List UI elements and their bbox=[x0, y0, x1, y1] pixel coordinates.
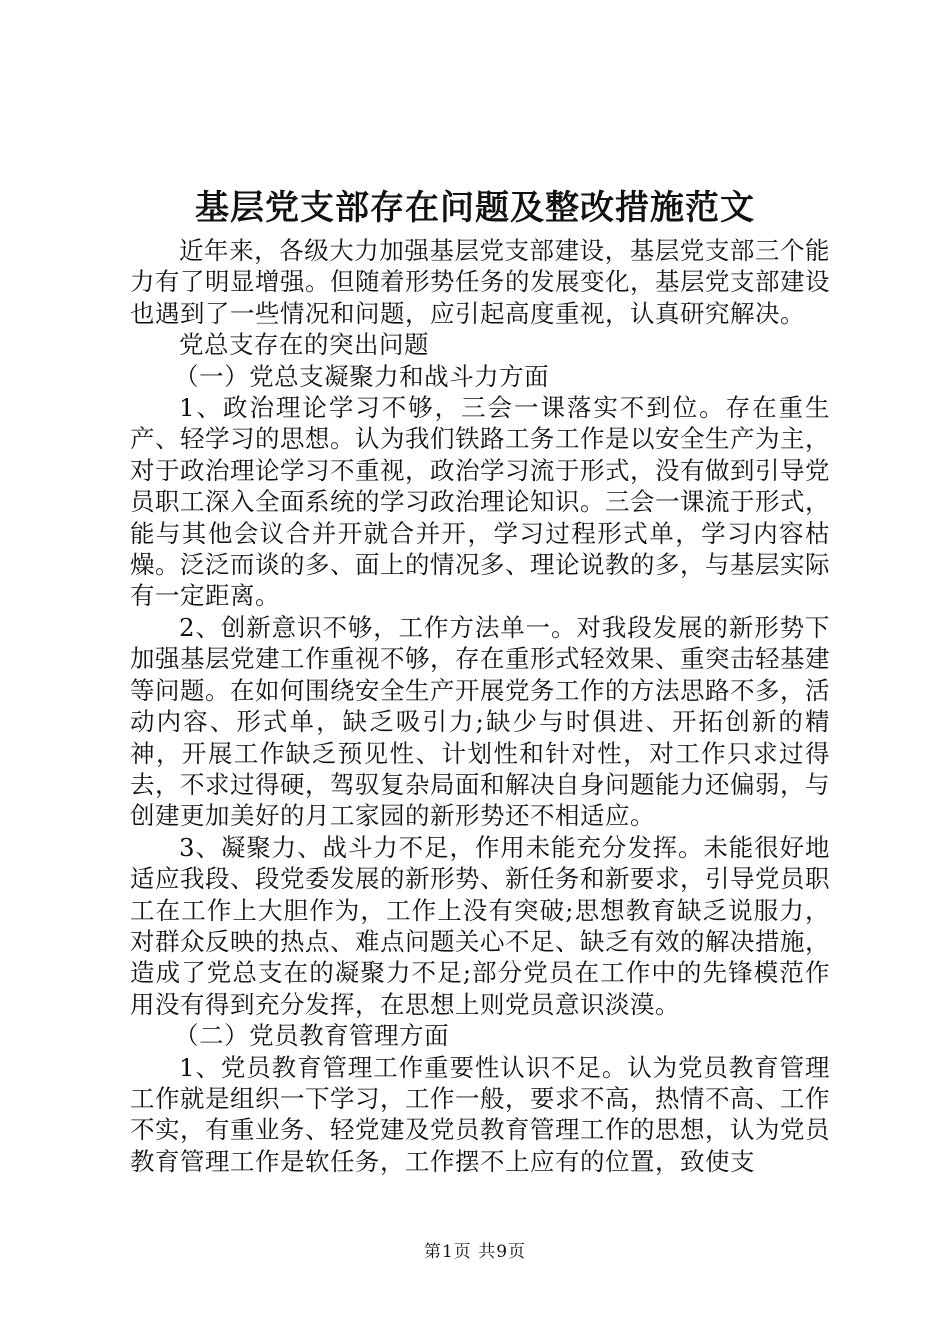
paragraph-item-4: 1、党员教育管理工作重要性认识不足。认为党员教育管理工作就是组织一下学习，工作一般，要求不高，热情不高、工作不实，有重业务、轻党建及党员教育管理工作的思想，认为党员教育管理工作是软任务，工作摆不上应有的位置，致使支 bbox=[130, 1052, 830, 1176]
paragraph-item-3: 3、凝聚力、战斗力不足，作用未能充分发挥。未能很好地适应我段、段党委发展的新形势、新任务和新要求，引导党员职工在工作上大胆作为，工作上没有突破;思想教育缺乏说服力，对群众反映的热点、难点问题关心不足、缺乏有效的解决措施，造成了党总支在的凝聚力不足;部分党员在工作中的先锋模范作用没有得到充分发挥，在思想上则党员意识淡漠。 bbox=[130, 832, 830, 1019]
document-title: 基层党支部存在问题及整改措施范文 bbox=[195, 188, 755, 228]
paragraph-item-1: 1、政治理论学习不够，三会一课落实不到位。存在重生产、轻学习的思想。认为我们铁路工务工作是以安全生产为主，对于政治理论学习不重视，政治学习流于形式，没有做到引导党员职工深入全面系统的学习政治理论知识。三会一课流于形式，能与其他会议合并开就合并开，学习过程形式单，学习内容枯燥。泛泛而谈的多、面上的情况多、理论说教的多，与基层实际有一定距离。 bbox=[130, 393, 830, 611]
document-body bbox=[130, 235, 830, 1177]
paragraph-intro: 近年来，各级大力加强基层党支部建设，基层党支部三个能力有了明显增强。但随着形势任务的发展变化，基层党支部建设也遇到了一些情况和问题，应引起高度重视，认真研究解决。 bbox=[130, 236, 830, 328]
page-number: 第1页 共9页 bbox=[423, 1242, 527, 1262]
subsection-heading-2: （二）党员教育管理方面 bbox=[174, 1021, 450, 1051]
paragraph-item-2: 2、创新意识不够，工作方法单一。对我段发展的新形势下加强基层党建工作重视不够，存在重形式轻效果、重突击轻基建等问题。在如何围绕安全生产开展党务工作的方法思路不多，活动内容、形式单，缺乏吸引力;缺少与时俱进、开拓创新的精神，开展工作缺乏预见性、计划性和针对性，对工作只求过得去，不求过得硬，驾驭复杂局面和解决自身问题能力还偏弱，与创建更加美好的月工家园的新形势还不相适应。 bbox=[130, 612, 830, 831]
subsection-heading-1: （一）党总支凝聚力和战斗力方面 bbox=[174, 361, 550, 391]
section-heading: 党总支存在的突出问题 bbox=[179, 330, 429, 360]
